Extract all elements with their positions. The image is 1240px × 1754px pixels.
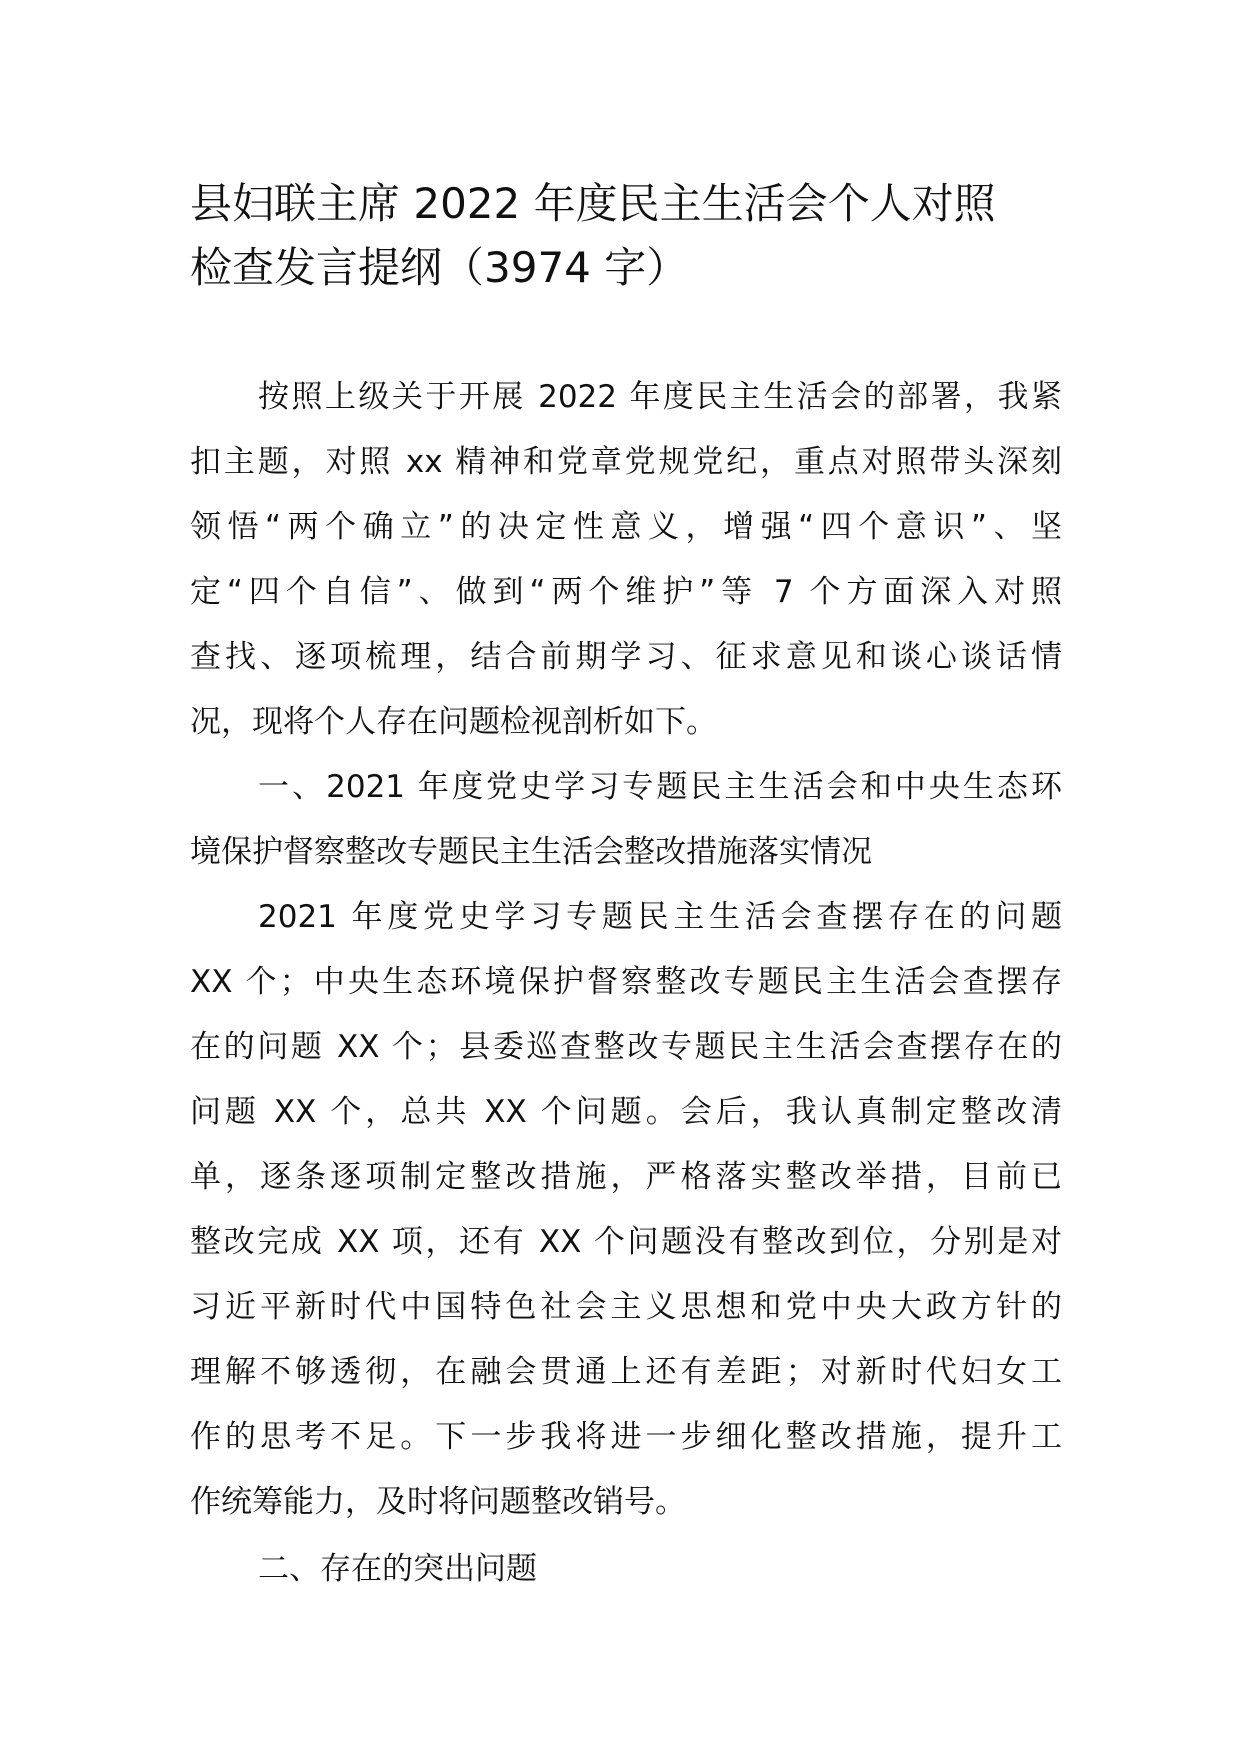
text-line: 在的问题 XX 个；县委巡查整改专题民主生活会查摆存在的	[190, 1029, 1062, 1065]
section-heading-one	[190, 755, 1062, 885]
text-line: 按照上级关于开展 2022 年度民主生活会的部署，我紧	[258, 379, 1062, 415]
text-line: XX 个；中央生态环境保护督察整改专题民主生活会查摆存	[190, 964, 1062, 1000]
document-title	[190, 172, 1062, 300]
text-line: 扣主题，对照 xx 精神和党章党规党纪，重点对照带头深刻	[190, 444, 1062, 480]
text-line: 整改完成 XX 项，还有 XX 个问题没有整改到位，分别是对	[190, 1224, 1062, 1260]
text-line: 习近平新时代中国特色社会主义思想和党中央大政方针的	[190, 1289, 1062, 1325]
text-line: 况，现将个人存在问题检视剖析如下。	[190, 704, 717, 740]
paragraph-intro	[190, 365, 1062, 755]
text-line: 二、存在的突出问题	[258, 1551, 537, 1587]
text-line: 一、2021 年度党史学习专题民主生活会和中央生态环	[258, 769, 1062, 805]
text-line: 作统筹能力，及时将问题整改销号。	[190, 1484, 686, 1520]
text-line: 理解不够透彻，在融会贯通上还有差距；对新时代妇女工	[190, 1354, 1062, 1390]
paragraph-rectification	[190, 885, 1062, 1535]
title-line: 县妇联主席 2022 年度民主生活会个人对照	[190, 179, 996, 228]
text-line: 单，逐条逐项制定整改措施，严格落实整改举措，目前已	[190, 1159, 1062, 1195]
text-line: 境保护督察整改专题民主生活会整改措施落实情况	[190, 834, 872, 870]
document-body	[190, 365, 1062, 1602]
text-line: 定“四个自信”、做到“两个维护”等 7 个方面深入对照	[190, 574, 1062, 610]
section-heading-two	[190, 1537, 1062, 1602]
title-line: 检查发言提纲（3974 字）	[190, 243, 689, 292]
text-line: 2021 年度党史学习专题民主生活会查摆存在的问题	[258, 899, 1062, 935]
text-line: 查找、逐项梳理，结合前期学习、征求意见和谈心谈话情	[190, 639, 1062, 675]
text-line: 领悟“两个确立”的决定性意义，增强“四个意识”、坚	[190, 509, 1062, 545]
text-line: 问题 XX 个，总共 XX 个问题。会后，我认真制定整改清	[190, 1094, 1062, 1130]
text-line: 作的思考不足。下一步我将进一步细化整改措施，提升工	[190, 1419, 1062, 1455]
